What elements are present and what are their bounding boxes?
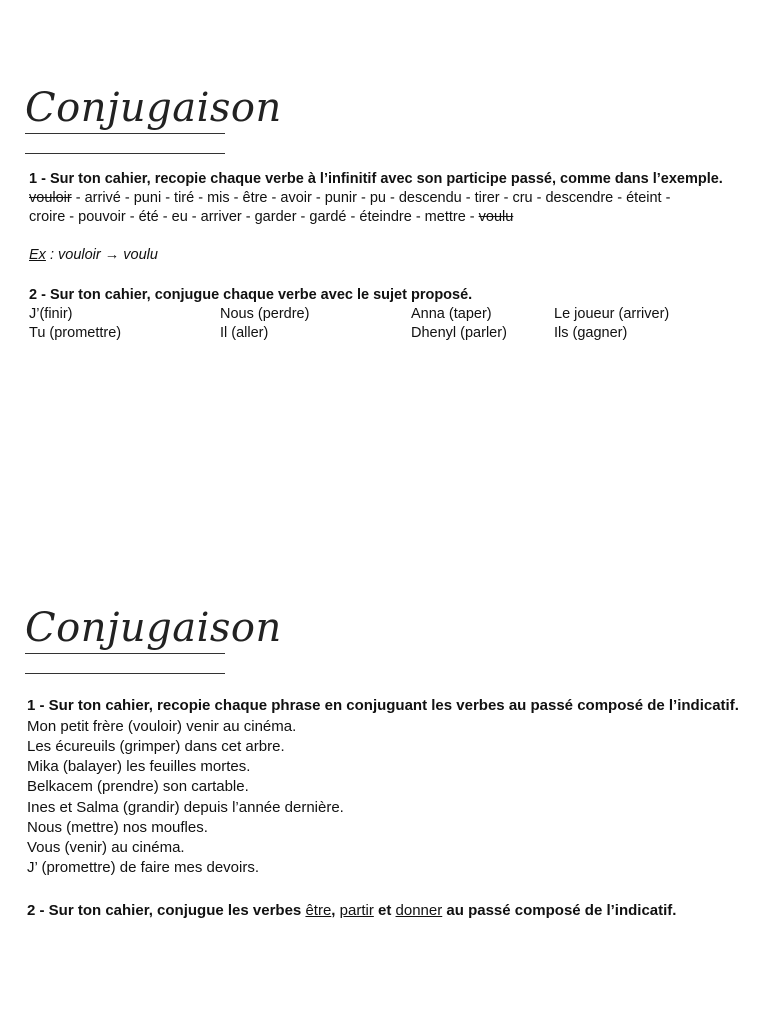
- section1-exercise2-instruction: 2 - Sur ton cahier, conjugue chaque verbe avec le sujet proposé.: [29, 287, 473, 303]
- table-cell: Nous (perdre): [220, 306, 310, 322]
- section1-title-baseline: [25, 153, 225, 154]
- struck-example-verb: vouloir: [29, 190, 72, 206]
- sentence-line: Belkacem (prendre) son cartable.: [27, 778, 249, 795]
- section2-title-baseline: [25, 673, 225, 674]
- sentence-line: Ines et Salma (grandir) depuis l’année dernière.: [27, 799, 344, 816]
- sentence-line: Vous (venir) au cinéma.: [27, 839, 185, 856]
- section2-title-underline: [25, 653, 225, 654]
- instruction-suffix: au passé composé de l’indicatif.: [442, 902, 677, 919]
- separator: et: [373, 902, 396, 919]
- example-text: : vouloir → voulu: [45, 247, 158, 263]
- section2-exercise2-instruction: [27, 901, 676, 921]
- section1-title: Conjugaison: [25, 85, 282, 131]
- verb-donner: donner: [395, 902, 443, 919]
- section1-verb-list-line1: [29, 189, 670, 207]
- sentence-line: Nous (mettre) nos moufles.: [27, 819, 208, 836]
- section1-verb-list-line2: [29, 208, 513, 226]
- sentence-line: J’ (promettre) de faire mes devoirs.: [27, 859, 260, 876]
- table-cell: Anna (taper): [411, 306, 492, 322]
- sentence-line: Les écureuils (grimper) dans cet arbre.: [27, 738, 285, 755]
- verb-etre: être: [305, 902, 332, 919]
- section2-exercise1-instruction: 1 - Sur ton cahier, recopie chaque phrase en conjuguant les verbes au passé composé de l’indicatif.: [27, 697, 739, 714]
- verb-list-text: - arrivé - puni - tiré - mis - être - avoir - punir - pu - descendu - tirer - cru - descendre - éteint -: [71, 190, 671, 206]
- example-label: Ex: [29, 247, 46, 263]
- separator: ,: [331, 902, 340, 919]
- struck-example-participle: voulu: [478, 209, 514, 225]
- table-cell: Dhenyl (parler): [411, 325, 507, 341]
- instruction-prefix: 2 - Sur ton cahier, conjugue les verbes: [27, 902, 306, 919]
- table-cell: Ils (gagner): [554, 325, 628, 341]
- verb-list-text: croire - pouvoir - été - eu - arriver - garder - gardé - éteindre - mettre -: [29, 209, 479, 225]
- section2-title: Conjugaison: [25, 605, 282, 651]
- table-cell: Tu (promettre): [29, 325, 122, 341]
- sentence-line: Mika (balayer) les feuilles mortes.: [27, 758, 251, 775]
- section1-exercise1-instruction: 1 - Sur ton cahier, recopie chaque verbe à l’infinitif avec son participe passé, comme dans l’exemple.: [29, 171, 723, 187]
- section1-example: [29, 246, 158, 264]
- sentence-line: Mon petit frère (vouloir) venir au cinéma.: [27, 718, 297, 735]
- section1-title-underline: [25, 133, 225, 134]
- table-cell: J’(finir): [29, 306, 73, 322]
- table-cell: Il (aller): [220, 325, 269, 341]
- verb-partir: partir: [339, 902, 374, 919]
- table-cell: Le joueur (arriver): [554, 306, 670, 322]
